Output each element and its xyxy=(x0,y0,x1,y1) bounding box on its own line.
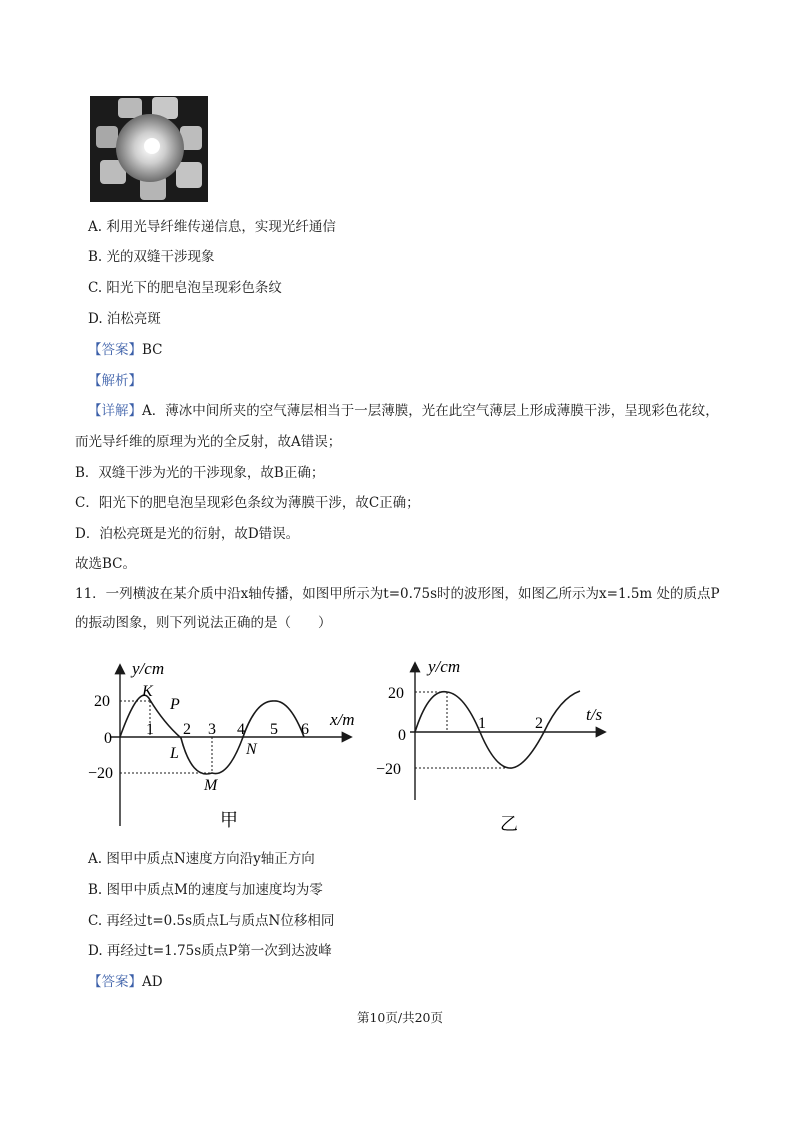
yi-x-tick-1: 1 xyxy=(478,715,486,732)
yi-x-tick-2: 2 xyxy=(535,715,543,732)
jia-point-p: P xyxy=(170,696,180,713)
q11-option-a: A. 图甲中质点N速度方向沿y轴正方向 xyxy=(88,851,315,867)
jia-y-tick-0: 0 xyxy=(104,730,112,747)
figure-yi xyxy=(376,657,604,835)
answer-label: 【答案】 xyxy=(88,974,142,990)
q11-answer xyxy=(88,973,163,991)
q11-option-d: D. 再经过t=1.75s质点P第一次到达波峰 xyxy=(88,943,332,959)
q10-analysis-label xyxy=(88,372,142,390)
q10-detail-line-5: D．泊松亮斑是光的衍射，故D错误。 xyxy=(75,526,300,542)
yi-y-tick-minus20: −20 xyxy=(376,761,402,778)
yi-y-tick-0: 0 xyxy=(398,727,406,744)
jia-y-label: y/cm xyxy=(132,659,165,678)
q10-detail-line-1 xyxy=(88,402,719,420)
q10-option-d: D. 泊松亮斑 xyxy=(88,311,161,327)
jia-x-tick-2: 2 xyxy=(183,721,191,738)
q10-detail-line-2: 而光导纤维的原理为光的全反射，故A错误； xyxy=(75,434,342,450)
jia-point-k: K xyxy=(142,683,153,700)
jia-x-tick-3: 3 xyxy=(208,721,216,738)
jia-point-m: M xyxy=(204,777,218,794)
jia-point-l: L xyxy=(170,745,179,762)
jia-x-tick-1: 1 xyxy=(146,721,154,738)
jia-caption: 甲 xyxy=(220,810,238,831)
jia-x-tick-6: 6 xyxy=(301,721,309,738)
yi-vibration-curve xyxy=(415,691,580,768)
jia-point-n: N xyxy=(246,741,257,758)
jia-x-tick-5: 5 xyxy=(270,721,278,738)
yi-y-label: y/cm xyxy=(428,657,461,676)
detail-text: A．薄冰中间所夹的空气薄层相当于一层薄膜，光在此空气薄层上形成薄膜干涉，呈现彩色花纹， xyxy=(142,403,719,419)
figure-jia xyxy=(88,659,355,831)
jia-y-tick-minus20: −20 xyxy=(88,765,114,782)
ice-crystal-photo xyxy=(90,96,208,202)
analysis-label: 【解析】 xyxy=(88,373,142,389)
q11-option-c: C. 再经过t=0.5s质点L与质点N位移相同 xyxy=(88,913,335,929)
jia-x-label: x/m xyxy=(330,710,355,729)
yi-x-label: t/s xyxy=(586,705,603,724)
q10-detail-line-4: C．阳光下的肥皂泡呈现彩色条纹为薄膜干涉，故C正确； xyxy=(75,495,420,511)
wave-figures xyxy=(88,648,632,838)
yi-y-tick-20: 20 xyxy=(388,685,404,702)
q10-detail-line-3: B．双缝干涉为光的干涉现象，故B正确； xyxy=(75,465,325,481)
detail-label: 【详解】 xyxy=(88,403,142,419)
answer-value: AD xyxy=(142,974,163,990)
answer-label: 【答案】 xyxy=(88,342,142,358)
q10-detail-line-6: 故选BC。 xyxy=(75,556,137,572)
jia-x-tick-4: 4 xyxy=(237,721,245,738)
q10-option-b: B. 光的双缝干涉现象 xyxy=(88,249,215,265)
q10-option-c: C. 阳光下的肥皂泡呈现彩色条纹 xyxy=(88,280,282,296)
q10-answer xyxy=(88,341,163,359)
jia-y-tick-20: 20 xyxy=(94,693,110,710)
q11-stem-line-1: 11．一列横波在某介质中沿x轴传播，如图甲所示为t=0.75s时的波形图，如图乙所示为x=1.5m 处的质点P xyxy=(75,586,720,602)
q10-option-a: A. 利用光导纤维传递信息，实现光纤通信 xyxy=(88,219,336,235)
q11-stem-line-2: 的振动图象，则下列说法正确的是（ ） xyxy=(75,615,332,631)
q11-option-b: B. 图甲中质点M的速度与加速度均为零 xyxy=(88,882,323,898)
page-footer: 第10页/共20页 xyxy=(356,1010,444,1025)
answer-value: BC xyxy=(142,342,163,358)
yi-caption: 乙 xyxy=(500,814,518,835)
